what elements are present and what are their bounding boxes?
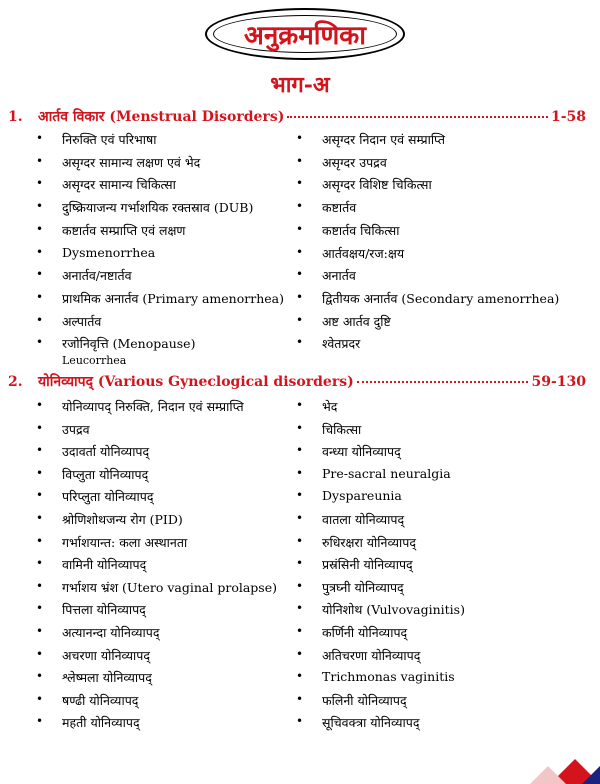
item-text: कष्टार्तव	[322, 200, 357, 216]
list-item	[296, 692, 407, 709]
item-text: अतिचरणा योनिव्यापद्	[322, 647, 421, 663]
bullet-icon: •	[296, 714, 304, 729]
list-item	[296, 601, 465, 618]
item-text: निरुक्ति एवं परिभाषा	[62, 132, 157, 147]
dot-leader	[357, 381, 529, 383]
section-number: 2.	[8, 374, 23, 390]
item-text: दुष्क्रियाजन्य गर्भाशयिक रक्तस्राव (DUB)	[62, 200, 254, 216]
section-pages: 59-130	[531, 374, 586, 390]
item-text: गर्भाशयान्त: कला अस्थानता	[62, 534, 188, 550]
item-text: पित्तला योनिव्यापद्	[62, 602, 146, 618]
item-text: षण्ढी योनिव्यापद्	[62, 692, 139, 708]
bullet-icon: •	[36, 153, 44, 168]
list-item	[36, 176, 176, 193]
item-text: Dysmenorrhea	[62, 244, 156, 260]
list-item	[296, 313, 391, 330]
list-item	[296, 647, 420, 664]
item-text: अल्पार्तव	[62, 313, 102, 329]
bullet-icon: •	[36, 669, 44, 684]
item-text: प्रस्रंसिनी योनिव्यापद्	[322, 557, 413, 573]
item-text: द्वितीयक अनार्तव (Secondary amenorrhea)	[322, 290, 560, 306]
bullet-icon: •	[36, 624, 44, 638]
item-text: चिकित्सा	[322, 421, 362, 437]
section-number: 1.	[8, 109, 23, 125]
list-item	[36, 290, 284, 307]
section-heading	[8, 107, 586, 127]
item-text: रुधिरक्षरा योनिव्यापद्	[322, 534, 416, 550]
section-pages: 1-58	[550, 109, 586, 125]
section-title: योनिव्यापद् (Various Gyneclogical disorders)	[38, 374, 354, 390]
list-item	[36, 222, 185, 239]
dot-leader	[287, 116, 548, 118]
item-text: वामिनी योनिव्यापद्	[62, 557, 147, 573]
item-text: आर्तवक्षय/रज:क्षय	[322, 245, 405, 261]
bullet-icon: •	[36, 221, 44, 236]
bullet-icon: •	[296, 646, 304, 661]
bullet-icon: •	[296, 465, 304, 480]
part-heading: भाग-अ	[270, 72, 330, 98]
item-text: Pre-sacral neuralgia	[322, 465, 451, 481]
list-item	[296, 290, 559, 307]
list-item	[296, 176, 432, 193]
bullet-icon: •	[296, 511, 304, 525]
item-text: श्लेष्मला योनिव्यापद्	[62, 670, 152, 686]
list-item	[296, 421, 361, 438]
bullet-icon: •	[36, 714, 44, 729]
item-text: परिप्लुता योनिव्यापद्	[62, 489, 154, 505]
bullet-icon: •	[36, 398, 44, 412]
section-heading	[8, 372, 586, 392]
list-item	[36, 579, 277, 596]
item-text: श्रोणिशोथजन्य रोग (PID)	[62, 512, 183, 527]
bullet-icon: •	[296, 669, 304, 684]
item-text: श्वेतप्रदर	[322, 336, 361, 352]
list-item	[296, 443, 401, 460]
list-item	[296, 335, 360, 352]
list-item	[296, 488, 402, 503]
bullet-icon: •	[36, 556, 44, 571]
bullet-icon: •	[296, 153, 304, 168]
bullet-icon: •	[36, 289, 44, 304]
corner-decoration	[490, 744, 600, 784]
item-text: उपद्रव	[62, 421, 90, 437]
list-item	[296, 669, 455, 684]
title-oval	[205, 8, 405, 60]
item-text: कर्णिनी योनिव्यापद्	[322, 625, 408, 640]
list-item	[36, 154, 200, 171]
bullet-icon: •	[36, 176, 44, 191]
item-text: रजोनिवृत्ति (Menopause)	[62, 336, 196, 352]
item-text: वन्ध्या योनिव्यापद्	[322, 444, 401, 460]
bullet-icon: •	[36, 511, 44, 525]
list-item	[296, 245, 404, 262]
item-text: विप्लुता योनिव्यापद्	[62, 466, 149, 482]
item-text: सूचिवक्त्रा योनिव्यापद्	[322, 715, 420, 731]
item-text: Leucorrhea	[62, 354, 127, 367]
list-item	[36, 511, 183, 528]
list-item	[36, 624, 159, 641]
bullet-icon: •	[296, 556, 304, 571]
list-item	[36, 354, 126, 367]
list-item	[36, 556, 146, 573]
list-item	[296, 267, 356, 284]
item-text: प्राथमिक अनार्तव (Primary amenorrhea)	[62, 290, 284, 306]
bullet-icon: •	[36, 443, 44, 458]
bullet-icon: •	[36, 601, 44, 616]
bullet-icon: •	[36, 267, 44, 282]
bullet-icon: •	[36, 465, 44, 480]
list-item	[36, 443, 149, 460]
bullet-icon: •	[296, 221, 304, 236]
list-item	[36, 398, 244, 415]
list-item	[36, 267, 132, 284]
bullet-icon: •	[296, 244, 304, 259]
bullet-icon: •	[296, 176, 304, 191]
bullet-icon: •	[296, 443, 304, 458]
bullet-icon: •	[296, 398, 304, 412]
item-text: अनार्तव/नष्टार्तव	[62, 268, 132, 284]
list-item	[36, 245, 155, 260]
item-text: योनिव्यापद् निरुक्ति, निदान एवं सम्प्राप्ति	[62, 399, 244, 414]
list-item	[296, 398, 337, 415]
item-text: अत्यानन्दा योनिव्यापद्	[62, 625, 160, 640]
bullet-icon: •	[296, 601, 304, 616]
bullet-icon: •	[296, 533, 304, 548]
bullet-icon: •	[36, 691, 44, 706]
list-item	[296, 624, 407, 641]
list-item	[296, 534, 416, 551]
item-text: अष्ट आर्तव दुष्टि	[322, 313, 391, 329]
item-text: गर्भाशय भ्रंश (Utero vaginal prolapse)	[62, 579, 277, 595]
bullet-icon: •	[36, 335, 44, 350]
item-text: भेद	[322, 399, 338, 414]
bullet-icon: •	[296, 624, 304, 638]
item-text: असृग्दर सामान्य चिकित्सा	[62, 177, 176, 193]
list-item	[36, 714, 140, 731]
list-item	[36, 647, 150, 664]
list-item	[36, 131, 156, 148]
item-text: असृग्दर विशिष्ट चिकित्सा	[322, 177, 432, 193]
item-text: अचरणा योनिव्यापद्	[62, 647, 151, 663]
list-item	[36, 534, 187, 551]
list-item	[296, 222, 399, 239]
bullet-icon: •	[296, 312, 304, 327]
page-title: अनुक्रमणिका	[243, 21, 367, 51]
list-item	[296, 714, 419, 731]
list-item	[36, 601, 146, 618]
item-text: पुत्रघ्नी योनिव्यापद्	[322, 579, 404, 595]
bullet-icon: •	[296, 578, 304, 593]
bullet-icon: •	[296, 691, 304, 706]
item-text: अनार्तव	[322, 268, 356, 284]
bullet-icon: •	[296, 199, 304, 214]
list-item	[36, 313, 101, 330]
list-item	[296, 131, 445, 148]
item-text: Trichmonas vaginitis	[322, 669, 455, 685]
list-item	[296, 154, 387, 171]
list-item	[296, 511, 404, 528]
list-item	[36, 421, 90, 438]
bullet-icon: •	[36, 578, 44, 593]
item-text: वातला योनिव्यापद्	[322, 512, 405, 527]
bullet-icon: •	[296, 267, 304, 282]
bullet-icon: •	[36, 199, 44, 214]
item-text: कष्टार्तव चिकित्सा	[322, 222, 400, 238]
item-text: Dyspareunia	[322, 488, 402, 504]
bullet-icon: •	[296, 488, 304, 503]
item-text: असृग्दर निदान एवं सम्प्राप्ति	[322, 132, 446, 147]
list-item	[36, 335, 195, 352]
list-item	[36, 199, 253, 216]
bullet-icon: •	[36, 646, 44, 661]
bullet-icon: •	[36, 420, 44, 435]
list-item	[296, 199, 356, 216]
list-item	[296, 466, 451, 481]
bullet-icon: •	[36, 533, 44, 548]
item-text: योनिशोथ (Vulvovaginitis)	[322, 602, 465, 618]
list-item	[36, 669, 152, 686]
list-item	[296, 579, 404, 596]
item-text: असृग्दर सामान्य लक्षण एवं भेद	[62, 154, 201, 170]
item-text: फलिनी योनिव्यापद्	[322, 692, 407, 708]
item-text: कष्टार्तव सम्प्राप्ति एवं लक्षण	[62, 222, 186, 238]
item-text: उदावर्ता योनिव्यापद्	[62, 444, 150, 460]
bullet-icon: •	[36, 488, 44, 503]
list-item	[36, 488, 154, 505]
list-item	[36, 466, 148, 483]
bullet-icon: •	[296, 420, 304, 435]
item-text: महती योनिव्यापद्	[62, 715, 140, 731]
bullet-icon: •	[296, 335, 304, 350]
item-text: असृग्दर उपद्रव	[322, 154, 387, 170]
bullet-icon: •	[36, 312, 44, 327]
section-title: आर्तव विकार (Menstrual Disorders)	[38, 109, 285, 125]
bullet-icon: •	[296, 131, 304, 145]
bullet-icon: •	[36, 131, 44, 145]
bullet-icon: •	[36, 244, 44, 259]
list-item	[36, 692, 138, 709]
list-item	[296, 556, 413, 573]
bullet-icon: •	[296, 289, 304, 304]
